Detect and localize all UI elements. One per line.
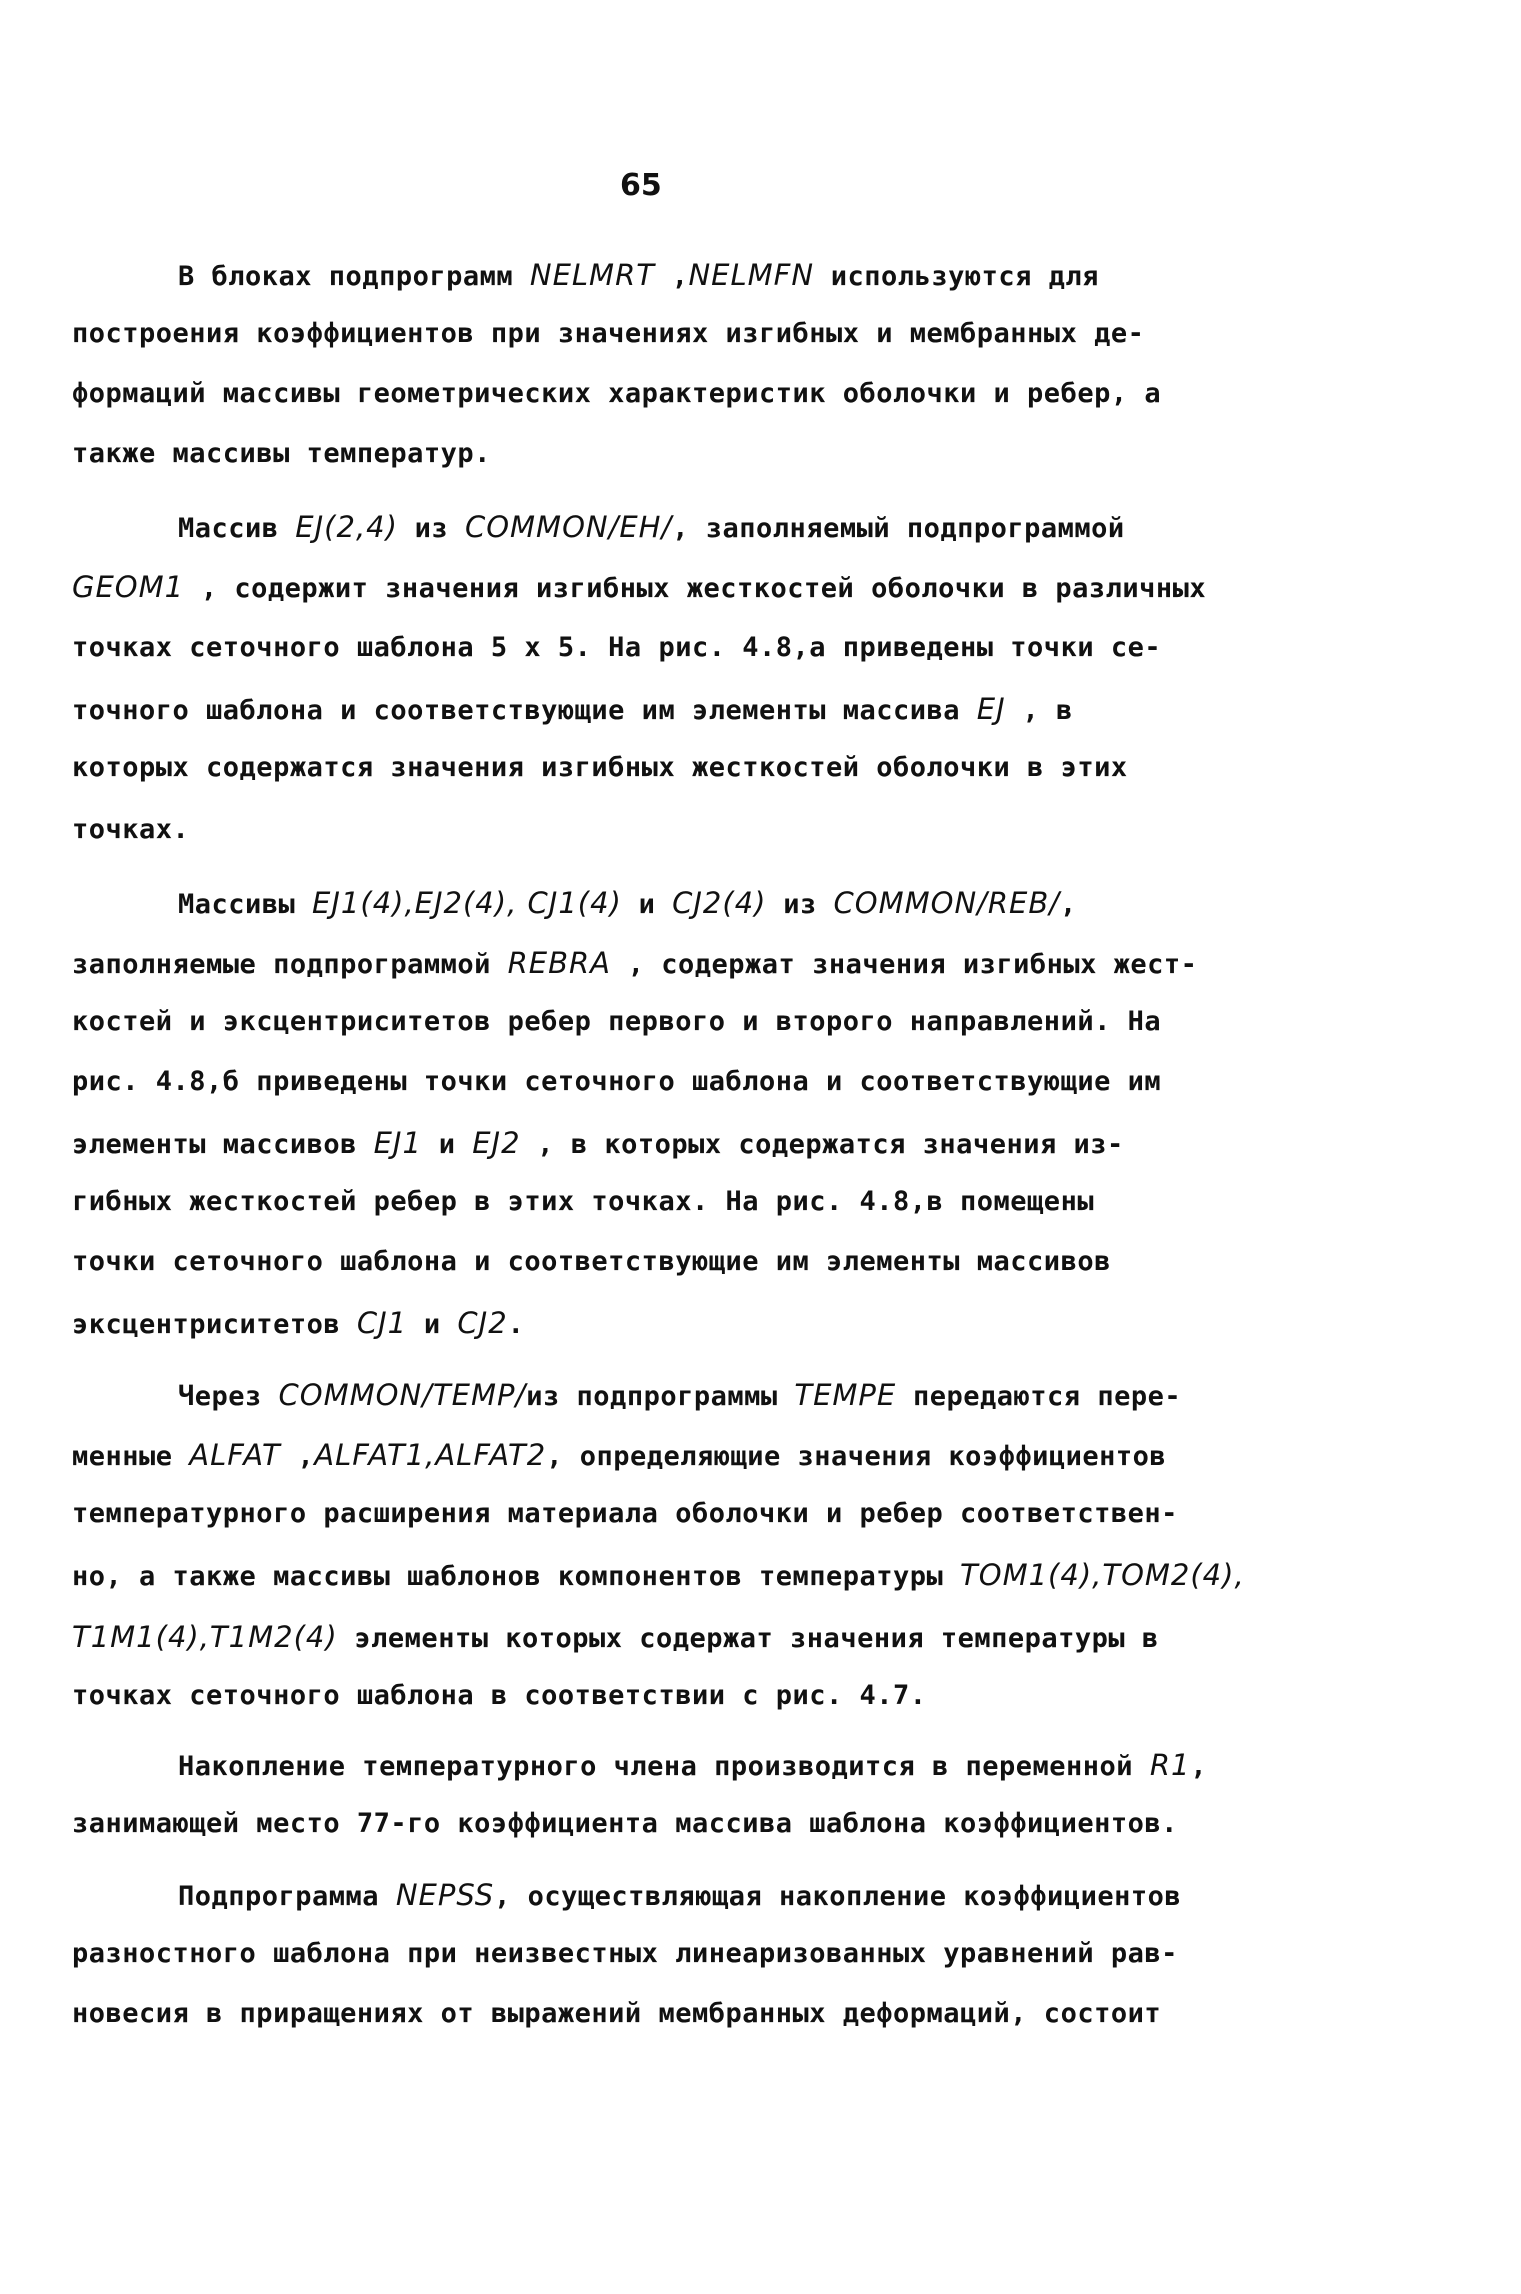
text-segment: занимающей место 77-го коэффициента массива шаблона коэффициентов.	[72, 1808, 1178, 1839]
text-segment: , в	[1005, 695, 1073, 726]
identifier-text: T1M1(4),T1M2(4)	[72, 1620, 338, 1654]
text-segment: и	[621, 889, 673, 920]
text-line	[178, 1878, 1181, 1912]
text-segment: Подпрограмма	[178, 1881, 396, 1912]
text-line	[72, 378, 1161, 409]
text-segment: Накопление температурного члена производится в переменной	[178, 1751, 1150, 1782]
text-segment: точного шаблона и соответствующие им элементы массива	[72, 695, 977, 726]
text-segment: из подпрограммы	[526, 1381, 795, 1412]
text-segment: .	[507, 1309, 525, 1340]
identifier-text: TEMPE	[794, 1378, 897, 1412]
identifier-text: CJ2	[457, 1306, 508, 1340]
identifier-text: NELMRT	[529, 258, 655, 292]
text-line	[72, 1498, 1178, 1529]
text-segment: заполняемые подпрограммой	[72, 949, 508, 980]
text-segment: которых содержатся значения изгибных жесткостей оболочки в этих	[72, 752, 1128, 783]
text-segment: рис. 4.8,б приведены точки сеточного шаблона и соответствующие им	[72, 1066, 1162, 1097]
identifier-text: NEPSS	[395, 1878, 495, 1912]
text-line	[72, 1006, 1161, 1037]
text-line	[72, 1126, 1124, 1160]
identifier-text: EJ(2,4)	[295, 510, 398, 544]
text-segment: элементы массивов	[72, 1129, 374, 1160]
text-segment: Массив	[178, 513, 296, 544]
text-line	[72, 438, 491, 469]
text-segment: гибных жесткостей ребер в этих точках. На рис. 4.8,в помещены	[72, 1186, 1095, 1217]
text-line	[72, 1808, 1178, 1839]
identifier-text: COMMON/REB/	[833, 886, 1061, 920]
text-segment: температурного расширения материала оболочки и ребер соответствен-	[72, 1498, 1178, 1529]
identifier-text: R1	[1149, 1748, 1191, 1782]
text-line	[178, 258, 1099, 292]
identifier-text: ALFAT	[189, 1438, 281, 1472]
text-line	[178, 1378, 1181, 1412]
text-segment: эксцентриситетов	[72, 1309, 357, 1340]
text-line	[72, 1186, 1094, 1217]
text-line	[72, 632, 1161, 663]
identifier-text: GEOM1	[72, 570, 185, 604]
text-segment: ,	[280, 1441, 315, 1472]
text-segment: новесия в приращениях от выражений мембранных деформаций, состоит	[72, 1998, 1162, 2029]
text-segment: В блоках подпрограмм	[178, 261, 530, 292]
text-segment: Через	[178, 1381, 279, 1412]
identifier-text: ALFAT1,ALFAT2	[314, 1438, 547, 1472]
text-line	[72, 946, 1197, 980]
identifier-text: EJ	[976, 692, 1006, 726]
text-segment: используются для	[814, 261, 1099, 292]
identifier-text: COMMON/EH/	[464, 510, 673, 544]
text-segment: точках.	[72, 814, 190, 845]
page-number: 65	[620, 168, 662, 203]
text-line	[72, 1246, 1111, 1277]
text-line	[72, 692, 1073, 726]
text-segment: передаются пере-	[896, 1381, 1182, 1412]
identifier-text: TOM1(4),TOM2(4),	[960, 1558, 1245, 1592]
text-segment: менные	[72, 1441, 190, 1472]
identifier-text: EJ1	[373, 1126, 422, 1160]
text-segment: , заполняемый подпрограммой	[672, 513, 1125, 544]
text-segment: ,	[1060, 889, 1077, 920]
text-segment: , содержит значения изгибных жесткостей оболочки в различных	[184, 573, 1207, 604]
text-line	[72, 570, 1206, 604]
text-line	[72, 318, 1144, 349]
text-segment: элементы которых содержат значения температуры в	[337, 1623, 1159, 1654]
identifier-text: CJ1	[356, 1306, 408, 1340]
text-segment: костей и эксцентриситетов ребер первого и второго направлений. На	[72, 1006, 1162, 1037]
text-line	[178, 886, 1077, 920]
text-segment: но, а также массивы шаблонов компонентов температуры	[72, 1561, 961, 1592]
text-segment: точки сеточного шаблона и соответствующие им элементы массивов	[72, 1246, 1111, 1277]
text-line	[72, 1620, 1159, 1654]
text-segment: построения коэффициентов при значениях изгибных и мембранных де-	[72, 318, 1145, 349]
text-segment: , в которых содержатся значения из-	[520, 1129, 1124, 1160]
text-segment: ,	[654, 261, 689, 292]
text-segment: ,	[1190, 1751, 1208, 1782]
text-segment: из	[397, 513, 465, 544]
text-line	[72, 1438, 1166, 1472]
identifier-text: EJ2	[472, 1126, 521, 1160]
text-line	[72, 1066, 1161, 1097]
text-segment: точках сеточного шаблона в соответствии с рис. 4.7.	[72, 1680, 927, 1711]
text-segment: также массивы температур.	[72, 438, 491, 469]
text-line	[72, 814, 189, 845]
identifier-text: EJ1(4),EJ2(4), CJ1(4)	[312, 886, 622, 920]
text-line	[72, 1680, 927, 1711]
text-segment: Массивы	[178, 889, 313, 920]
identifier-text: CJ2(4)	[672, 886, 767, 920]
text-segment: , осуществляющая накопление коэффициентов	[494, 1881, 1182, 1912]
text-line	[72, 752, 1128, 783]
text-segment: , определяющие значения коэффициентов	[546, 1441, 1167, 1472]
text-line	[178, 1748, 1207, 1782]
text-line	[72, 1558, 1245, 1592]
text-line	[72, 1306, 524, 1340]
text-segment: , содержат значения изгибных жест-	[611, 949, 1198, 980]
text-segment: формаций массивы геометрических характеристик оболочки и ребер, а	[72, 378, 1162, 409]
text-segment: из	[766, 889, 834, 920]
text-line	[72, 1998, 1161, 2029]
text-segment: и	[421, 1129, 473, 1160]
identifier-text: COMMON/TEMP/	[278, 1378, 527, 1412]
text-segment: точках сеточного шаблона 5 х 5. На рис. 4.8,а приведены точки се-	[72, 632, 1162, 663]
identifier-text: REBRA	[507, 946, 611, 980]
text-line	[72, 1938, 1178, 1969]
text-segment: разностного шаблона при неизвестных линеаризованных уравнений рав-	[72, 1938, 1178, 1969]
text-line	[178, 510, 1125, 544]
identifier-text: NELMFN	[688, 258, 815, 292]
text-segment: и	[407, 1309, 458, 1340]
